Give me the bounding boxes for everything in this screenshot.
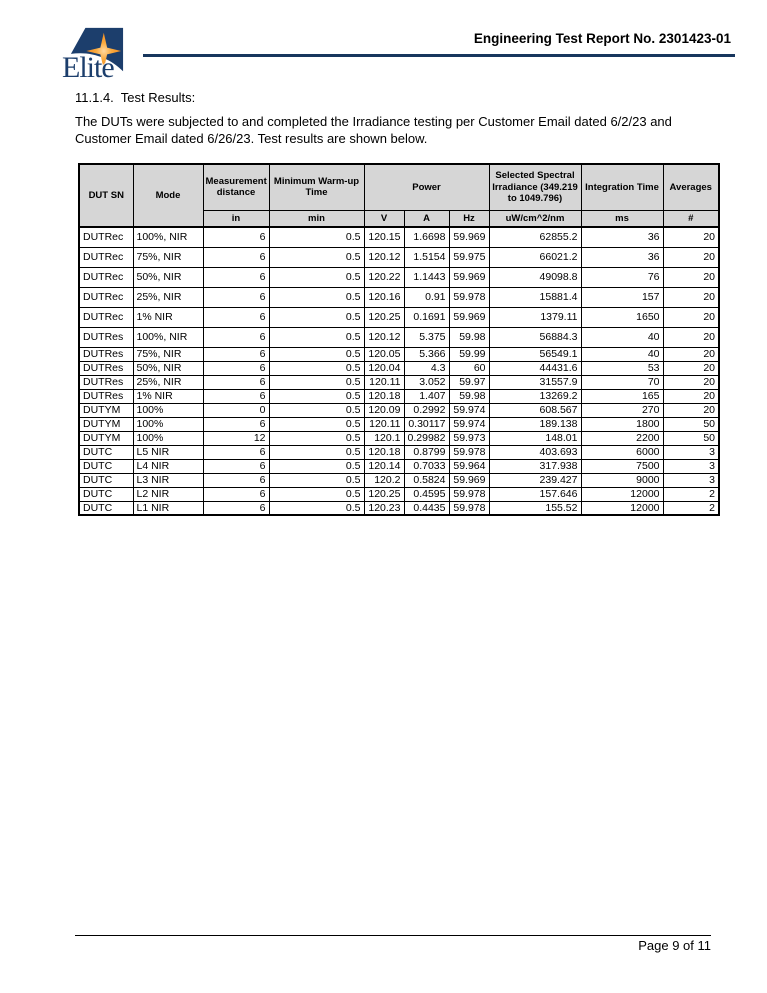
- cell-volts: 120.16: [364, 287, 404, 307]
- cell-averages: 20: [663, 267, 719, 287]
- unit-volts: V: [364, 210, 404, 227]
- cell-integration-time: 40: [581, 347, 663, 361]
- cell-amps: 0.4435: [404, 501, 449, 515]
- col-header-integration-time: Integration Time: [581, 164, 663, 210]
- cell-amps: 5.366: [404, 347, 449, 361]
- col-header-dut-sn: DUT SN: [79, 164, 133, 227]
- table-row: [79, 327, 719, 347]
- cell-hz: 59.98: [449, 389, 489, 403]
- table-row: [79, 403, 719, 417]
- cell-mode: 100%: [133, 403, 203, 417]
- cell-hz: 59.969: [449, 473, 489, 487]
- cell-volts: 120.22: [364, 267, 404, 287]
- cell-irradiance: 31557.9: [489, 375, 581, 389]
- report-title: Engineering Test Report No. 2301423-01: [473, 31, 731, 46]
- cell-volts: 120.23: [364, 501, 404, 515]
- cell-volts: 120.04: [364, 361, 404, 375]
- cell-irradiance: 66021.2: [489, 247, 581, 267]
- cell-measurement-distance: 6: [203, 327, 269, 347]
- unit-count: #: [663, 210, 719, 227]
- unit-in: in: [203, 210, 269, 227]
- cell-measurement-distance: 6: [203, 287, 269, 307]
- cell-hz: 59.974: [449, 417, 489, 431]
- table-row: [79, 459, 719, 473]
- cell-dut-sn: DUTRes: [79, 361, 133, 375]
- cell-integration-time: 1650: [581, 307, 663, 327]
- cell-mode: L2 NIR: [133, 487, 203, 501]
- cell-averages: 20: [663, 247, 719, 267]
- cell-mode: 50%, NIR: [133, 267, 203, 287]
- cell-averages: 2: [663, 501, 719, 515]
- cell-averages: 20: [663, 361, 719, 375]
- cell-min-warmup: 0.5: [269, 445, 364, 459]
- cell-dut-sn: DUTRes: [79, 327, 133, 347]
- cell-irradiance: 608.567: [489, 403, 581, 417]
- cell-hz: 59.97: [449, 375, 489, 389]
- results-table-header: [79, 164, 719, 227]
- table-row: [79, 501, 719, 515]
- cell-volts: 120.05: [364, 347, 404, 361]
- cell-min-warmup: 0.5: [269, 389, 364, 403]
- cell-min-warmup: 0.5: [269, 487, 364, 501]
- cell-integration-time: 70: [581, 375, 663, 389]
- cell-min-warmup: 0.5: [269, 501, 364, 515]
- cell-averages: 3: [663, 473, 719, 487]
- cell-mode: 75%, NIR: [133, 247, 203, 267]
- cell-hz: 59.969: [449, 307, 489, 327]
- cell-hz: 59.964: [449, 459, 489, 473]
- cell-dut-sn: DUTRec: [79, 227, 133, 247]
- cell-amps: 0.91: [404, 287, 449, 307]
- page-number: Page 9 of 11: [638, 938, 711, 953]
- cell-volts: 120.12: [364, 327, 404, 347]
- cell-irradiance: 403.693: [489, 445, 581, 459]
- cell-amps: 4.3: [404, 361, 449, 375]
- col-header-measurement-distance: Measurement distance: [203, 164, 269, 210]
- cell-mode: 25%, NIR: [133, 375, 203, 389]
- cell-irradiance: 56884.3: [489, 327, 581, 347]
- table-row: [79, 417, 719, 431]
- logo-text: Elite: [62, 51, 114, 84]
- table-row: [79, 431, 719, 445]
- cell-min-warmup: 0.5: [269, 403, 364, 417]
- cell-volts: 120.09: [364, 403, 404, 417]
- cell-averages: 20: [663, 307, 719, 327]
- cell-hz: 59.969: [449, 267, 489, 287]
- cell-averages: 20: [663, 287, 719, 307]
- table-row: [79, 287, 719, 307]
- cell-irradiance: 239.427: [489, 473, 581, 487]
- cell-dut-sn: DUTC: [79, 445, 133, 459]
- unit-hz: Hz: [449, 210, 489, 227]
- cell-irradiance: 13269.2: [489, 389, 581, 403]
- cell-irradiance: 62855.2: [489, 227, 581, 247]
- cell-mode: L3 NIR: [133, 473, 203, 487]
- cell-dut-sn: DUTRes: [79, 375, 133, 389]
- cell-measurement-distance: 6: [203, 417, 269, 431]
- cell-amps: 0.2992: [404, 403, 449, 417]
- cell-min-warmup: 0.5: [269, 227, 364, 247]
- cell-irradiance: 1379.11: [489, 307, 581, 327]
- cell-dut-sn: DUTYM: [79, 417, 133, 431]
- cell-hz: 59.978: [449, 501, 489, 515]
- cell-measurement-distance: 6: [203, 445, 269, 459]
- cell-volts: 120.18: [364, 445, 404, 459]
- cell-averages: 50: [663, 431, 719, 445]
- cell-amps: 0.8799: [404, 445, 449, 459]
- results-table-body: [79, 227, 719, 515]
- cell-mode: 1% NIR: [133, 389, 203, 403]
- unit-min: min: [269, 210, 364, 227]
- cell-hz: 59.973: [449, 431, 489, 445]
- cell-irradiance: 44431.6: [489, 361, 581, 375]
- cell-volts: 120.11: [364, 375, 404, 389]
- cell-measurement-distance: 6: [203, 227, 269, 247]
- cell-integration-time: 1800: [581, 417, 663, 431]
- cell-measurement-distance: 6: [203, 459, 269, 473]
- cell-min-warmup: 0.5: [269, 347, 364, 361]
- cell-min-warmup: 0.5: [269, 287, 364, 307]
- unit-ms: ms: [581, 210, 663, 227]
- cell-integration-time: 270: [581, 403, 663, 417]
- cell-integration-time: 12000: [581, 487, 663, 501]
- cell-irradiance: 155.52: [489, 501, 581, 515]
- cell-dut-sn: DUTYM: [79, 403, 133, 417]
- cell-hz: 59.98: [449, 327, 489, 347]
- cell-amps: 0.7033: [404, 459, 449, 473]
- cell-mode: L5 NIR: [133, 445, 203, 459]
- cell-mode: 1% NIR: [133, 307, 203, 327]
- cell-irradiance: 317.938: [489, 459, 581, 473]
- cell-amps: 0.29982: [404, 431, 449, 445]
- cell-volts: 120.25: [364, 307, 404, 327]
- header-rule: [143, 54, 735, 57]
- cell-dut-sn: DUTC: [79, 473, 133, 487]
- cell-dut-sn: DUTRes: [79, 347, 133, 361]
- cell-mode: 25%, NIR: [133, 287, 203, 307]
- cell-volts: 120.15: [364, 227, 404, 247]
- cell-volts: 120.11: [364, 417, 404, 431]
- cell-min-warmup: 0.5: [269, 267, 364, 287]
- col-header-mode: Mode: [133, 164, 203, 227]
- cell-irradiance: 157.646: [489, 487, 581, 501]
- cell-integration-time: 6000: [581, 445, 663, 459]
- cell-min-warmup: 0.5: [269, 459, 364, 473]
- cell-dut-sn: DUTRec: [79, 247, 133, 267]
- col-header-averages: Averages: [663, 164, 719, 210]
- cell-amps: 1.1443: [404, 267, 449, 287]
- cell-mode: 100%: [133, 417, 203, 431]
- cell-volts: 120.18: [364, 389, 404, 403]
- table-row: [79, 347, 719, 361]
- cell-dut-sn: DUTYM: [79, 431, 133, 445]
- col-header-irradiance: Selected Spectral Irradiance (349.219 to 1049.796): [489, 164, 581, 210]
- cell-min-warmup: 0.5: [269, 473, 364, 487]
- table-row: [79, 389, 719, 403]
- cell-volts: 120.25: [364, 487, 404, 501]
- cell-measurement-distance: 0: [203, 403, 269, 417]
- cell-irradiance: 15881.4: [489, 287, 581, 307]
- unit-irradiance: uW/cm^2/nm: [489, 210, 581, 227]
- cell-mode: 100%: [133, 431, 203, 445]
- cell-irradiance: 189.138: [489, 417, 581, 431]
- intro-paragraph: The DUTs were subjected to and completed the Irradiance testing per Customer Email dated 6/2/23 and Customer Email dated 6/26/23. Test results are shown below.: [75, 114, 672, 146]
- cell-measurement-distance: 6: [203, 501, 269, 515]
- cell-averages: 50: [663, 417, 719, 431]
- cell-measurement-distance: 6: [203, 487, 269, 501]
- cell-amps: 1.6698: [404, 227, 449, 247]
- company-logo: [62, 26, 128, 88]
- cell-integration-time: 165: [581, 389, 663, 403]
- cell-measurement-distance: 6: [203, 267, 269, 287]
- unit-amps: A: [404, 210, 449, 227]
- cell-integration-time: 53: [581, 361, 663, 375]
- cell-amps: 0.30117: [404, 417, 449, 431]
- cell-mode: 100%, NIR: [133, 227, 203, 247]
- cell-mode: 100%, NIR: [133, 327, 203, 347]
- cell-averages: 3: [663, 445, 719, 459]
- cell-amps: 0.5824: [404, 473, 449, 487]
- cell-min-warmup: 0.5: [269, 431, 364, 445]
- cell-mode: L1 NIR: [133, 501, 203, 515]
- cell-measurement-distance: 12: [203, 431, 269, 445]
- cell-averages: 20: [663, 375, 719, 389]
- cell-min-warmup: 0.5: [269, 247, 364, 267]
- cell-min-warmup: 0.5: [269, 327, 364, 347]
- footer-rule: [75, 935, 711, 936]
- table-row: [79, 487, 719, 501]
- table-row: [79, 307, 719, 327]
- cell-hz: 59.975: [449, 247, 489, 267]
- cell-min-warmup: 0.5: [269, 375, 364, 389]
- cell-measurement-distance: 6: [203, 375, 269, 389]
- table-row: [79, 247, 719, 267]
- cell-measurement-distance: 6: [203, 361, 269, 375]
- cell-amps: 1.5154: [404, 247, 449, 267]
- section-heading: 11.1.4. Test Results:: [75, 90, 196, 105]
- cell-integration-time: 40: [581, 327, 663, 347]
- cell-averages: 20: [663, 227, 719, 247]
- cell-integration-time: 36: [581, 247, 663, 267]
- table-row: [79, 473, 719, 487]
- results-table: [78, 163, 720, 516]
- cell-volts: 120.1: [364, 431, 404, 445]
- col-header-power: Power: [364, 164, 489, 210]
- cell-dut-sn: DUTRec: [79, 307, 133, 327]
- cell-dut-sn: DUTRes: [79, 389, 133, 403]
- cell-measurement-distance: 6: [203, 473, 269, 487]
- cell-min-warmup: 0.5: [269, 361, 364, 375]
- cell-dut-sn: DUTC: [79, 501, 133, 515]
- cell-averages: 20: [663, 403, 719, 417]
- cell-mode: L4 NIR: [133, 459, 203, 473]
- cell-integration-time: 157: [581, 287, 663, 307]
- cell-averages: 20: [663, 327, 719, 347]
- cell-averages: 3: [663, 459, 719, 473]
- cell-integration-time: 12000: [581, 501, 663, 515]
- cell-volts: 120.2: [364, 473, 404, 487]
- cell-averages: 20: [663, 347, 719, 361]
- table-row: [79, 361, 719, 375]
- cell-hz: 60: [449, 361, 489, 375]
- cell-dut-sn: DUTC: [79, 487, 133, 501]
- cell-amps: 1.407: [404, 389, 449, 403]
- cell-integration-time: 9000: [581, 473, 663, 487]
- cell-irradiance: 148.01: [489, 431, 581, 445]
- cell-averages: 20: [663, 389, 719, 403]
- cell-hz: 59.978: [449, 287, 489, 307]
- col-header-min-warmup: Minimum Warm-up Time: [269, 164, 364, 210]
- cell-mode: 50%, NIR: [133, 361, 203, 375]
- cell-measurement-distance: 6: [203, 347, 269, 361]
- cell-measurement-distance: 6: [203, 247, 269, 267]
- cell-hz: 59.99: [449, 347, 489, 361]
- cell-volts: 120.12: [364, 247, 404, 267]
- cell-hz: 59.969: [449, 227, 489, 247]
- cell-amps: 5.375: [404, 327, 449, 347]
- cell-dut-sn: DUTC: [79, 459, 133, 473]
- cell-measurement-distance: 6: [203, 307, 269, 327]
- cell-integration-time: 7500: [581, 459, 663, 473]
- cell-mode: 75%, NIR: [133, 347, 203, 361]
- table-row: [79, 375, 719, 389]
- cell-dut-sn: DUTRec: [79, 287, 133, 307]
- cell-hz: 59.978: [449, 445, 489, 459]
- cell-irradiance: 56549.1: [489, 347, 581, 361]
- cell-integration-time: 36: [581, 227, 663, 247]
- cell-min-warmup: 0.5: [269, 417, 364, 431]
- cell-min-warmup: 0.5: [269, 307, 364, 327]
- cell-volts: 120.14: [364, 459, 404, 473]
- cell-averages: 2: [663, 487, 719, 501]
- cell-amps: 3.052: [404, 375, 449, 389]
- table-row: [79, 227, 719, 247]
- cell-hz: 59.974: [449, 403, 489, 417]
- cell-irradiance: 49098.8: [489, 267, 581, 287]
- cell-hz: 59.978: [449, 487, 489, 501]
- cell-dut-sn: DUTRec: [79, 267, 133, 287]
- cell-integration-time: 76: [581, 267, 663, 287]
- cell-measurement-distance: 6: [203, 389, 269, 403]
- table-row: [79, 267, 719, 287]
- cell-amps: 0.4595: [404, 487, 449, 501]
- table-row: [79, 445, 719, 459]
- cell-integration-time: 2200: [581, 431, 663, 445]
- cell-amps: 0.1691: [404, 307, 449, 327]
